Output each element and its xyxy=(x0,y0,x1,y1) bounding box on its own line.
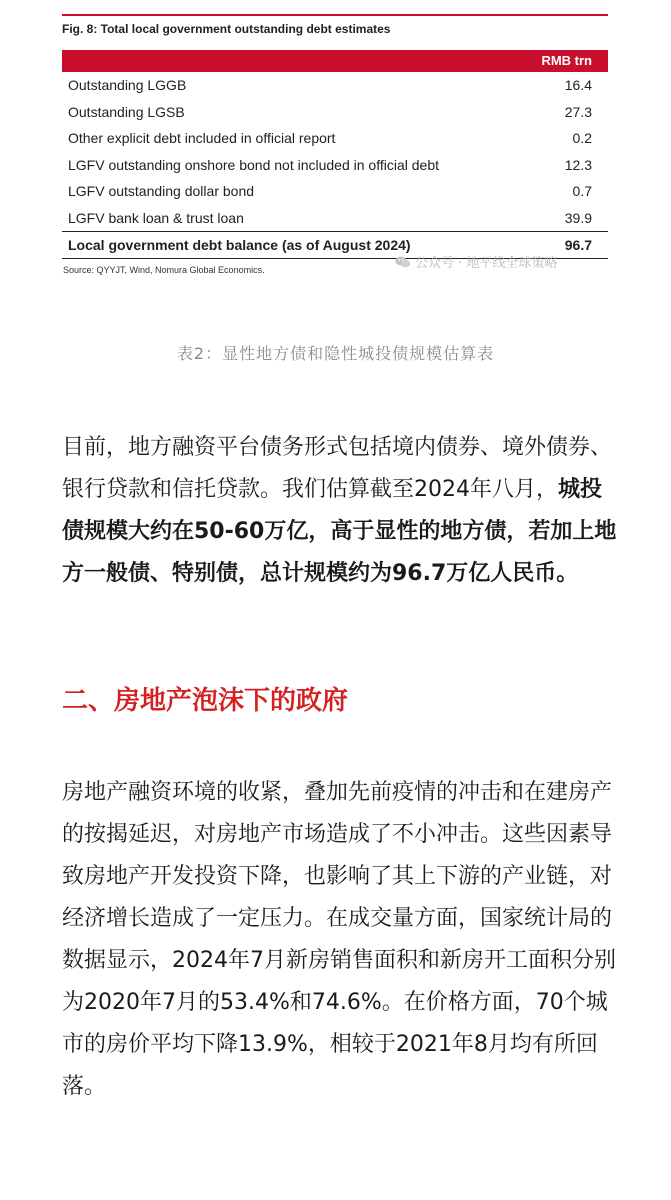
table-caption: 表2：显性地方债和隐性城投债规模估算表 xyxy=(176,344,495,363)
row-label: Other explicit debt included in official report xyxy=(68,130,336,147)
row-value: 16.4 xyxy=(564,77,592,94)
table-row xyxy=(62,205,608,232)
table-unit-header: RMB trn xyxy=(62,50,608,72)
watermark-text: 公众号 · 地平线全球策略 xyxy=(415,256,558,271)
debt-estimates-figure xyxy=(62,14,608,275)
row-value: 12.3 xyxy=(564,156,592,173)
row-label: LGFV bank loan & trust loan xyxy=(68,209,244,226)
paragraph-real-estate: 房地产融资环境的收紧，叠加先前疫情的冲击和在建房产的按揭延迟，对房地产市场造成了不小冲击。这些因素导致房地产开发投资下降，也影响了其上下游的产业链，对经济增长造成了一定压力。在成交量方面，国家统计局的数据显示，2024年7月新房销售面积和新房开工面积分别为2020年7月的53.4%和74.6%。在价格方面，70个城市的房价平均下降13.9%，相较于2021年8月均有所回落。 xyxy=(62,780,616,1099)
paragraph-debt-estimate xyxy=(62,427,618,595)
table-row xyxy=(62,125,608,152)
total-value: 96.7 xyxy=(552,232,608,259)
section-heading: 二、房地产泡沫下的政府 xyxy=(62,686,349,716)
row-label: LGFV outstanding onshore bond not included in official debt xyxy=(68,156,439,173)
paragraph-bold-text: 城投债规模大约在50-60万亿，高于显性的地方债，若加上地方一般债、特别债，总计规模约为96.7万亿人民币。 xyxy=(62,477,617,586)
figure-top-rule xyxy=(62,14,608,16)
table-row xyxy=(62,99,608,126)
table-row xyxy=(62,178,608,205)
wechat-icon xyxy=(395,256,411,268)
debt-table xyxy=(62,72,608,259)
paragraph-text: 目前，地方融资平台债务形式包括境内债券、境外债券、银行贷款和信托贷款。我们估算截至2024年八月， xyxy=(62,435,613,502)
row-label: Outstanding LGSB xyxy=(68,103,185,120)
watermark xyxy=(395,252,557,271)
table-row xyxy=(62,152,608,179)
row-value: 0.2 xyxy=(572,130,592,147)
row-value: 0.7 xyxy=(572,183,592,200)
table-row xyxy=(62,72,608,99)
total-label: Local government debt balance (as of August 2024) xyxy=(62,232,552,259)
row-label: LGFV outstanding dollar bond xyxy=(68,183,255,200)
row-label: Outstanding LGGB xyxy=(68,77,187,94)
figure-title: Fig. 8: Total local government outstanding debt estimates xyxy=(62,22,391,36)
row-value: 27.3 xyxy=(564,103,592,120)
figure-source: Source: QYYJT, Wind, Nomura Global Economics. xyxy=(63,265,265,275)
row-value: 39.9 xyxy=(564,209,592,226)
